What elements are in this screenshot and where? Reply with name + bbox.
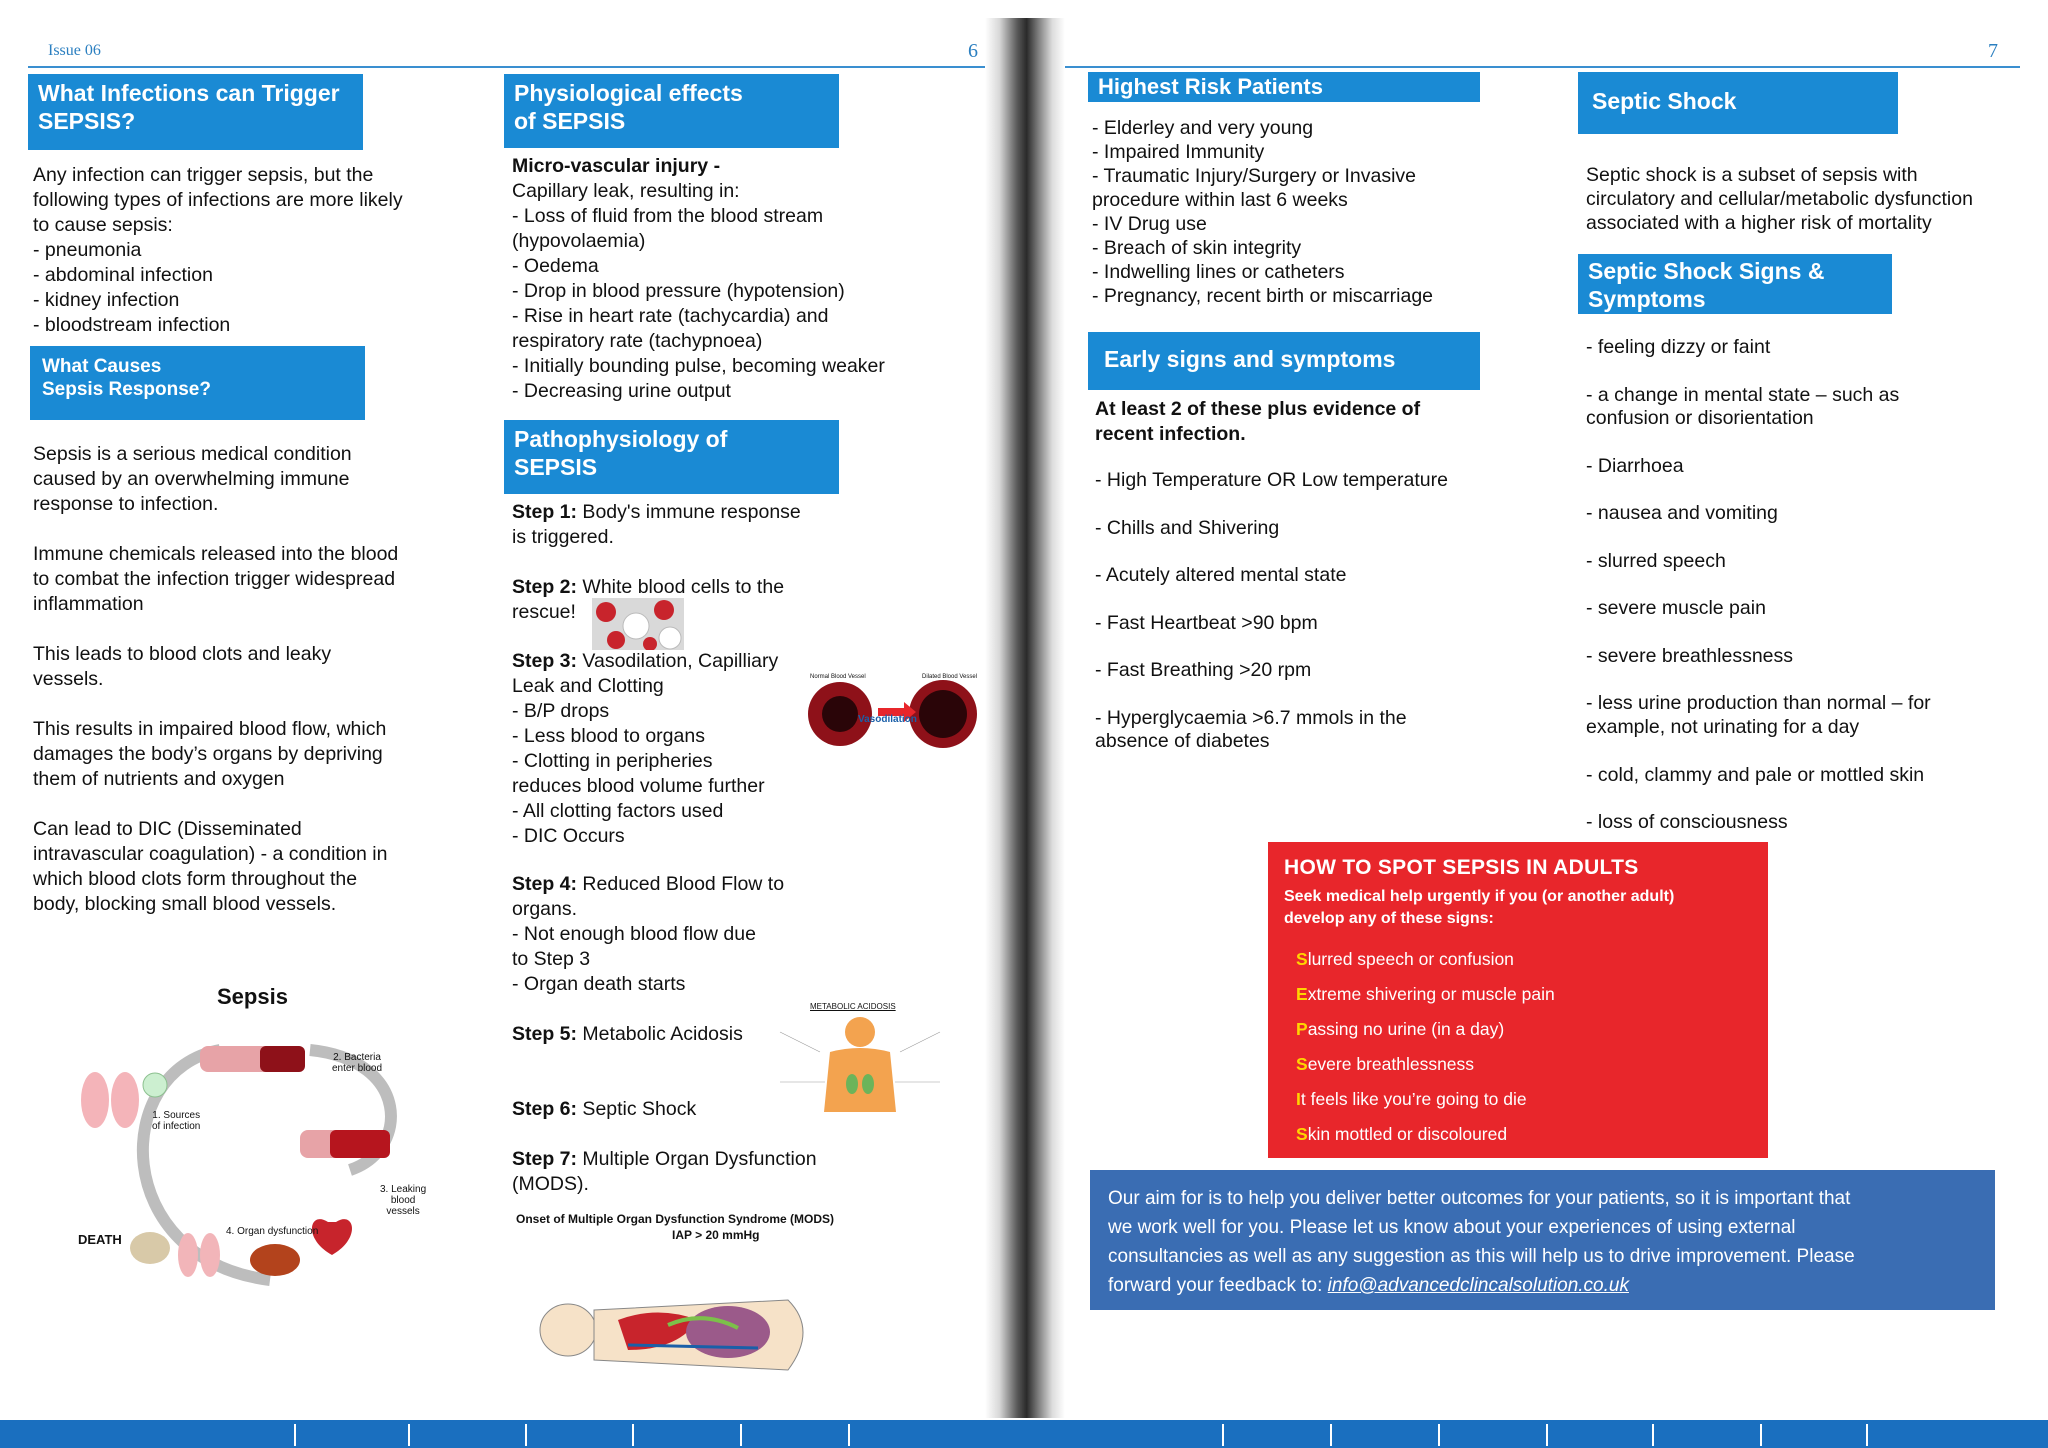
pathophysiology-heading: Pathophysiology of SEPSIS (504, 420, 839, 494)
spot-item: Passing no urine (in a day) (1296, 1019, 1505, 1039)
step-3 (512, 649, 842, 849)
spot-sepsis-list (1284, 942, 1752, 1152)
acidosis-title: METABOLIC ACIDOSIS (810, 1002, 896, 1011)
step-7-text: Multiple Organ Dysfunction (MODS). (512, 1148, 817, 1195)
step-3-text: Vasodilation, Capilliary Leak and Clotting - B/P drops - Less blood to organs - Clotting in peripheries reduces blood volume further - All clotting factors used - DIC Occurs (512, 650, 779, 847)
footer-divider (848, 1424, 850, 1446)
footer-divider (740, 1424, 742, 1446)
physiological-body: Capillary leak, resulting in: - Loss of fluid from the blood stream (hypovolaemia) - Oedema - Drop in blood pressure (hypotension) - Rise in heart rate (tachycardia) and respiratory rate (tachypnoea) - Initially bounding pulse, becoming weaker - Decreasing urine output (512, 180, 885, 402)
mods-subtitle: IAP > 20 mmHg (672, 1228, 760, 1242)
footer-divider (632, 1424, 634, 1446)
risk-heading: Highest Risk Patients (1088, 72, 1480, 102)
vaso-label: Vasodilation (858, 714, 917, 725)
step-4-text: Reduced Blood Flow to organs. - Not enough blood flow due to Step 3 - Organ death starts (512, 873, 785, 995)
footer-divider (1330, 1424, 1332, 1446)
label-death: DEATH (78, 1232, 122, 1247)
early-signs-body: - High Temperature OR Low temperature - Chills and Shivering - Acutely altered mental state - Fast Heartbeat >90 bpm - Fast Breathing >20 rpm - Hyperglycaemia >6.7 mmols in the absence of diabetes (1095, 469, 1448, 753)
issue-label: Issue 06 (48, 42, 101, 59)
footer-divider (1438, 1424, 1440, 1446)
infections-heading: What Infections can Trigger SEPSIS? (28, 74, 363, 150)
septic-shock-heading: Septic Shock (1578, 72, 1898, 134)
early-signs-heading: Early signs and symptoms (1088, 332, 1480, 390)
step-6 (512, 1097, 842, 1122)
footer-divider (408, 1424, 410, 1446)
sepsis-figure-title: Sepsis (217, 984, 288, 1009)
footer-bar (0, 1420, 2048, 1448)
mods-diagram (528, 1250, 828, 1400)
vaso-dilated-label: Dilated Blood Vessel (922, 674, 978, 680)
risk-body: - Elderley and very young - Impaired Immunity - Traumatic Injury/Surgery or Invasive procedure within last 6 weeks - IV Drug use - Breach of skin integrity - Indwelling lines or catheters - Pregnancy, recent birth or miscarriage (1092, 117, 1434, 307)
step-7 (512, 1147, 852, 1197)
step-1-text: Body's immune response is triggered. (512, 501, 801, 548)
footer-divider (525, 1424, 527, 1446)
white-blood-cells-image (592, 598, 684, 650)
septic-shock-body: Septic shock is a subset of sepsis with circulatory and cellular/metabolic dysfunction associated with a higher risk of mortality (1586, 164, 1973, 234)
feedback-box (1090, 1170, 1995, 1310)
label-sources: 1. Sources of infection (152, 1110, 201, 1132)
step-5-label: Step 5: (512, 1023, 578, 1045)
spot-sepsis-subtitle: Seek medical help urgently if you (or another adult) develop any of these signs: (1284, 888, 1675, 927)
footer-divider (1760, 1424, 1762, 1446)
spot-item: Severe breathlessness (1296, 1054, 1475, 1074)
page-number-left: 6 (968, 40, 978, 62)
infections-body: Any infection can trigger sepsis, but the following types of infections are more likely to cause sepsis: - pneumonia - abdominal infection - kidney infection - bloodstream infection (33, 164, 403, 336)
sepsis-diagram (70, 1030, 450, 1310)
step-3-label: Step 3: (512, 650, 578, 672)
left-header-rule (28, 66, 1000, 68)
label-organ: 4. Organ dysfunction (226, 1226, 319, 1237)
footer-divider (1652, 1424, 1654, 1446)
causes-body: Sepsis is a serious medical condition caused by an overwhelming immune response to infection. Immune chemicals released into the blood to combat the infection trigger widespread inflammation This leads to blood clots and leaky vessels. This results in impaired blood flow, which damages the body’s organs by depriving them of nutrients and oxygen Can lead to DIC (Disseminated intravascular coagulation) - a condition in which blood clots form throughout the body, blocking small blood vessels. (33, 443, 399, 915)
feedback-text: Our aim for is to help you deliver better outcomes for your patients, so it is important that we work well for you. Please let us know about your experiences of using external consultancies as well as any suggestion as this will help us to drive improvement. Please forward your feedback to: (1108, 1188, 1855, 1296)
spot-item: Extreme shivering or muscle pain (1296, 984, 1555, 1004)
right-header-rule (1050, 66, 2020, 68)
spot-sepsis-box (1268, 842, 1768, 1158)
spot-item: Skin mottled or discoloured (1296, 1124, 1508, 1144)
step-4-label: Step 4: (512, 873, 578, 895)
step-7-label: Step 7: (512, 1148, 578, 1170)
early-signs-lead: At least 2 of these plus evidence of recent infection. (1095, 398, 1421, 445)
step-6-text: Septic Shock (577, 1098, 697, 1120)
label-bacteria: 2. Bacteria enter blood (332, 1052, 383, 1074)
step-2-text: White blood cells to the rescue! (512, 576, 785, 623)
step-6-label: Step 6: (512, 1098, 578, 1120)
step-2-label: Step 2: (512, 576, 578, 598)
page-number-right: 7 (1988, 40, 1998, 62)
spot-item: It feels like you’re going to die (1296, 1089, 1527, 1109)
book-spine (985, 18, 1065, 1418)
physiological-heading: Physiological effects of SEPSIS (504, 74, 839, 148)
step-5-text: Metabolic Acidosis (577, 1023, 743, 1045)
footer-divider (1866, 1424, 1868, 1446)
footer-divider (294, 1424, 296, 1446)
footer-divider (1546, 1424, 1548, 1446)
step-1 (512, 500, 842, 550)
causes-heading: What Causes Sepsis Response? (30, 346, 365, 420)
vaso-normal-label: Normal Blood Vessel (810, 674, 866, 680)
feedback-email-link[interactable]: info@advancedclincalsolution.co.uk (1327, 1275, 1629, 1296)
shock-signs-body: - feeling dizzy or faint - a change in mental state – such as confusion or disorientation - Diarrhoea - nausea and vomiting - slurred speech - severe muscle pain - severe breathlessness - less urine production than normal – for example, not urinating for a day - cold, clammy and pale or mottled skin - loss of consciousness (1586, 336, 1931, 833)
step-1-label: Step 1: (512, 501, 578, 523)
step-4 (512, 872, 852, 997)
shock-signs-heading: Septic Shock Signs & Symptoms (1578, 254, 1892, 314)
micro-vascular-heading: Micro-vascular injury - (512, 155, 721, 177)
spot-item: Slurred speech or confusion (1296, 949, 1514, 969)
spot-sepsis-title: HOW TO SPOT SEPSIS IN ADULTS (1284, 856, 1639, 879)
label-leaking: 3. Leaking blood vessels (380, 1184, 427, 1217)
footer-divider (1222, 1424, 1224, 1446)
mods-title: Onset of Multiple Organ Dysfunction Syndrome (MODS) (516, 1212, 835, 1226)
